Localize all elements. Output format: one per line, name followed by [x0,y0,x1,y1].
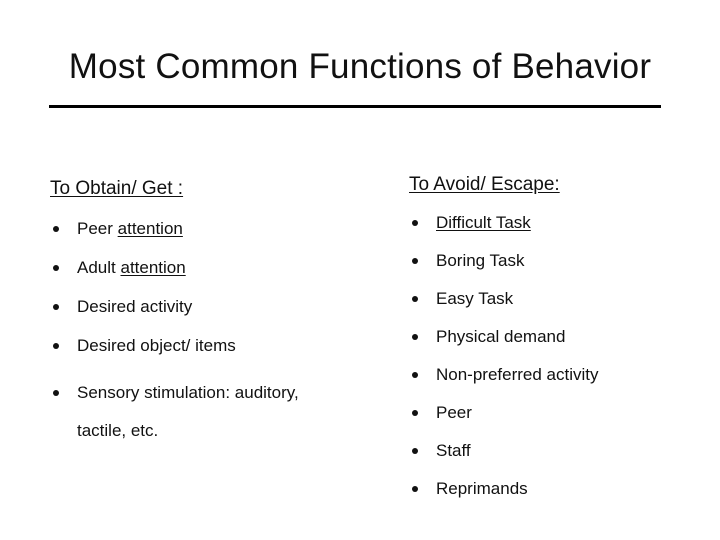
list-item: Physical demand [409,326,709,348]
slide-title: Most Common Functions of Behavior [68,47,652,86]
list-item: Peer [409,402,709,424]
list-item [50,218,350,240]
list-item [409,212,709,234]
obtain-heading: To Obtain/ Get : [50,178,184,199]
obtain-list [50,218,350,450]
list-item: Sensory stimulation: auditory, tactile, etc. [50,374,350,450]
item-underlined: attention [120,258,186,277]
item-lead: Peer [77,219,118,238]
list-item: Easy Task [409,288,709,310]
list-item [50,257,350,279]
list-item: Boring Task [409,250,709,272]
list-item: Desired activity [50,296,350,318]
list-item: Non-preferred activity [409,364,709,386]
item-underlined: Difficult Task [436,213,531,232]
list-item: Reprimands [409,478,709,500]
list-item: Desired object/ items [50,335,350,357]
avoid-column [409,172,709,516]
item-lead: Adult [77,258,121,277]
list-item: Staff [409,440,709,462]
avoid-heading: To Avoid/ Escape: [409,174,560,195]
avoid-list [409,212,709,500]
title-underline [49,105,661,108]
obtain-column [50,176,350,467]
item-underlined: attention [117,219,183,238]
